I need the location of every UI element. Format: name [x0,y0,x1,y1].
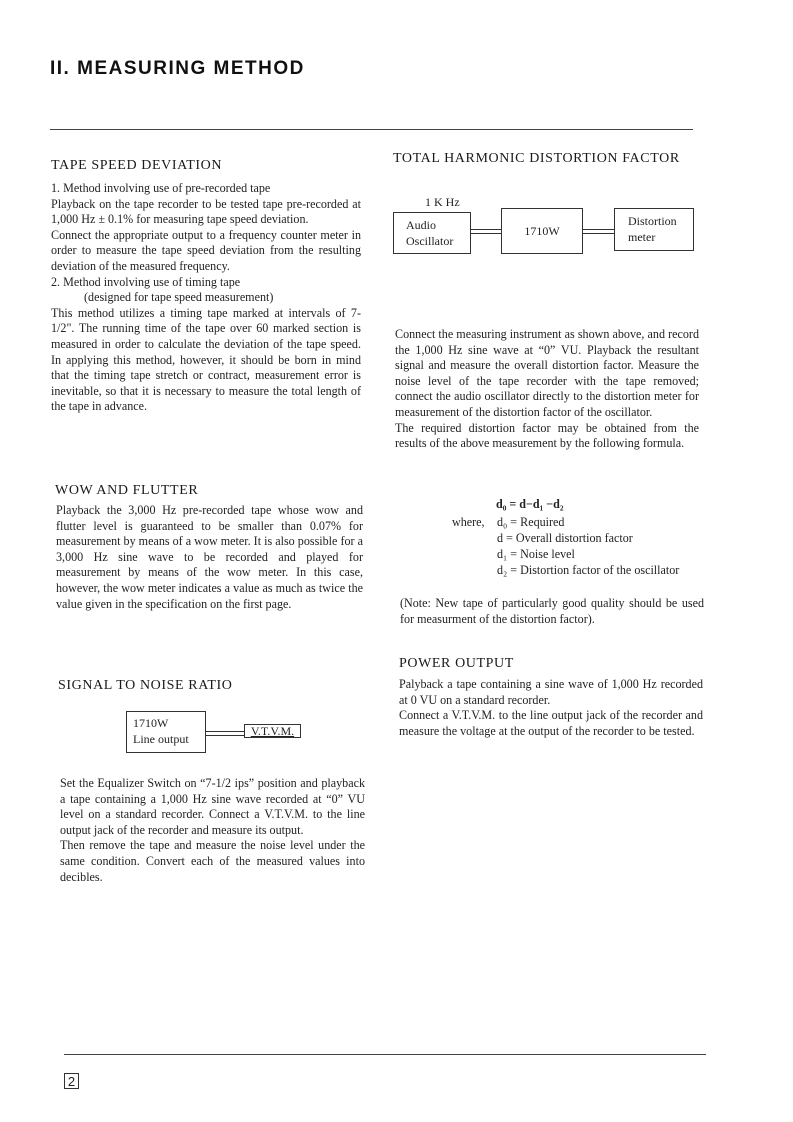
thd-line-osc-device [471,229,501,234]
thd-device-box [501,208,583,254]
thd-formula-where: where, [452,515,485,529]
snr-device-name: 1710W [133,716,169,730]
tape-speed-text-3: This method utilizes a timing tape marked at intervals of 7-1/2". The running time of the tape over 60 marked section is measured in order to calculate the deviation of the tape speed. In applying this method, however, it should be born in mind that the timing tape stretch or contract, measurement error is inevitable, so that it is necessary to measure the total length of the tape in advance. [51,305,361,414]
power-body [399,677,703,739]
power-text-2: Connect a V.T.V.M. to the line output jack of the recorder and measure the voltage at the output of the recorder to be tested. [399,708,703,738]
page-number: 2 [64,1073,79,1089]
top-divider [50,129,693,130]
thd-meter-box [614,208,694,251]
thd-text-1: Connect the measuring instrument as shown above, and record the 1,000 Hz sine wave at “0” VU. Playback the resultant signal and measure the overall distortion factor. Measure the noise level of the tape recorder with the tape removed; connect the audio oscillator directly to the distortion meter for measurement of the distortion factor of the oscillator. [395,327,699,419]
snr-text-2: Then remove the tape and measure the noise level under the same condition. Convert each of the measured values into decibles. [60,838,365,884]
snr-connection-line [206,731,244,736]
tape-speed-body [51,181,361,415]
snr-device-output: Line output [133,732,189,746]
thd-note-text: (Note: New tape of particularly good quality should be used for measurment of the distortion factor). [400,596,704,626]
snr-heading: SIGNAL TO NOISE RATIO [58,678,233,693]
thd-heading: TOTAL HARMONIC DISTORTION FACTOR [393,151,680,166]
power-heading: POWER OUTPUT [399,656,514,671]
thd-meter-line1: Distortion [628,214,677,228]
thd-meter-line2: meter [628,230,656,244]
thd-device-label: 1710W [524,224,560,238]
thd-oscillator-line2: Oscillator [406,234,454,248]
tape-speed-item-1: 1. Method involving use of pre-recorded tape [51,181,271,195]
wow-flutter-text: Playback the 3,000 Hz pre-recorded tape whose wow and flutter level is guaranteed to be smaller than 0.07% for measurement by means of a wow meter. It is also possible for a 3,000 Hz sine wave to be recorded and played for measurement by means of the wow meter. In this case, however, the wow meter indicates a value as much as twice the value given in the specification on the first page. [56,503,363,611]
thd-text-2: The required distortion factor may be obtained from the results of the above measurement by the following formula. [395,420,699,451]
snr-body [60,776,365,885]
snr-device-box [126,711,206,753]
tape-speed-heading: TAPE SPEED DEVIATION [51,158,223,173]
wow-flutter-heading: WOW AND FLUTTER [55,483,199,498]
bottom-divider [64,1054,706,1055]
thd-formula-def-d: d = Overall distortion factor [497,531,633,545]
tape-speed-text-1: Playback on the tape recorder to be tested tape pre-recorded at 1,000 Hz ± 0.1% for measuring tape speed deviation. [51,196,361,227]
thd-formula-def-d1: d₁ = Noise level [497,547,575,561]
thd-frequency-label: 1 K Hz [425,195,460,209]
thd-body [395,327,699,452]
tape-speed-text-2: Connect the appropriate output to a frequency counter meter in order to measure the tape speed deviation from the resulting deviation of the measured frequency. [51,227,361,273]
snr-vtvm-label: V.T.V.M. [250,724,295,738]
wow-flutter-body [56,503,363,612]
tape-speed-item-2: 2. Method involving use of timing tape [51,274,241,289]
thd-line-device-meter [583,229,614,234]
thd-formula-equation: d₀ = d−d₁ −d₂ [496,497,564,511]
page-title: II. MEASURING METHOD [50,58,305,79]
snr-text-1: Set the Equalizer Switch on “7-1/2 ips” position and playback a tape containing a 1,000 Hz sine wave recorded at “0” VU level on a standard recorder. Connect a V.T.V.M. to the line output jack of the recorder and measure its output. [60,776,365,837]
thd-oscillator-line1: Audio [406,218,436,232]
thd-formula-def-d0: d₀ = Required [497,515,565,529]
thd-formula-def-d2: d₂ = Distortion factor of the oscillator [497,563,680,577]
snr-vtvm-box [244,724,301,738]
thd-note [400,596,704,627]
tape-speed-item-2-note: (designed for tape speed measurement) [84,290,274,305]
thd-oscillator-box [393,212,471,254]
power-text-1: Palyback a tape containing a sine wave of 1,000 Hz recorded at 0 VU on a standard recorder. [399,677,703,707]
